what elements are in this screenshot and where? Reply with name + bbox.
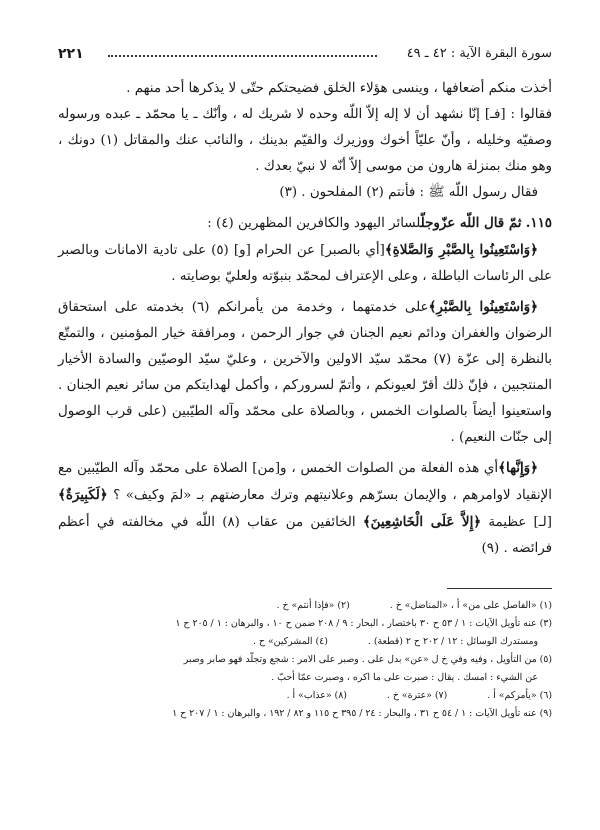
footnote: (٨) «عذاب» أ . — [286, 690, 347, 701]
commentary-text: على خدمتهما ، وخدمة من يأمرانكم (٦) بخدمته على استحقاق الرضوان والغفران ودائم نعيم الجنان في جوار الرحمن ، ومرافقة خيار المؤمنين ، والتمتّع بالنظرة إلى عزّة (٧) محمّد سيّد الاولين والآخرين ، وعليّ سيّد الوصيّين والسادة الأخيار المنتجبين ، فإنّ ذلك أقرّ لعيونكم ، وأتمّ لسروركم ، وأكمل لهدايتكم من سائر نعيم الجنان . واستعينوا أيضاً بالصلوات الخمس ، وبالصلاة على محمّد وآله الطيّبين (على قرب الوصول إلى جنّات النعيم) . — [58, 300, 553, 445]
commentary-text: [أي بالصبر] عن الحرام [و] (٥) على تادية الامانات وبالصبر على الرئاسات الباطلة ، وعلى الإعتراف لمحمّد بنبوّته ولعليّ بوصايته . — [58, 243, 552, 284]
section-heading-text: لسائر اليهود والكافرين المظهرين (٤) : — [207, 216, 421, 231]
footnote: (٢) «فإذا أنتم» خ . — [276, 600, 350, 611]
quran-verse: ﴿وَاسْتَعِينُوا بِالصَّبْرِ﴾ — [428, 299, 538, 315]
quran-verse: ﴿وَإِنَّها﴾ — [498, 460, 538, 476]
footnote: (٤) المشركين» ح . — [252, 636, 328, 647]
quran-verse: ﴿وَاسْتَعِينُوا بِالصَّبْرِ وَالصَّلاةِ﴾ — [384, 242, 538, 258]
header-dotted-rule — [108, 55, 377, 57]
footnote: (٧) «عترة» خ . — [386, 690, 448, 701]
footnote: (٩) عنه تأويل الآيات : ١ / ٥٤ ح ٣١ ، والبحار : ٢٤ / ٣٩٥ ح ١١٥ و ٨٢ / ١٩٢ ، والبرهان : ١ / ٢٠٧ ح ١ — [172, 708, 552, 719]
section-heading-bold: ثمّ قال اللّه عزّوجلّ — [420, 215, 522, 231]
footnote: (٣) عنه تأويل الآيات : ١ / ٥٣ ح ٣٠ باختصار ، البحار : ٩ / ٢٠٨ ضمن ح ١٠ ، والبرهان : ١ / ٢٠٥ ح ١ — [175, 618, 552, 629]
footnote: (٦) «يأمركم» أ . — [487, 690, 552, 701]
commentary-text: [لـ] عظيمة — [488, 515, 552, 530]
footnote-continuation: عن الشيء : امسك . يقال : صبرت على ما اكره ، وصبرت عمّا أحبّ . — [271, 672, 538, 683]
quran-verse: ﴿إِلاَّ عَلَى الْخَاشِعِينَ﴾ — [362, 514, 482, 530]
footnote-row — [58, 633, 552, 651]
section-number: ١١٥. — [525, 215, 552, 231]
paragraph — [58, 237, 552, 290]
main-text — [58, 76, 552, 562]
footnote-continuation: ومستدرك الوسائل : ١٢ / ٢٠٢ ح ٢ (قطعة) . — [367, 636, 538, 647]
footnote: (١) «الفاصل على من» أ ، «المناضل» خ . — [389, 600, 552, 611]
footnote-divider — [447, 588, 552, 589]
page-number: ٢٢١ — [58, 46, 84, 62]
page-header — [58, 46, 552, 70]
book-page — [58, 46, 552, 806]
footnote: (٥) من التأويل ، وفيه وفي خ ل «عن» بدل على . وصبر على الامر : شجع وتجلّد فهو صابر وصبر — [183, 654, 552, 665]
paragraph: فقال رسول اللّه ﷺ : فأنتم (٢) المفلحون . (٣) — [279, 185, 538, 200]
footnotes — [58, 597, 552, 723]
commentary-text: أي هذه الفعلة من الصلوات الخمس ، و[من] الصلاة على محمّد وآله الطيّبين مع الإنقياد لاوامرهم ، والإيمان بسرّهم وعلانيتهم وترك معارضتهم بـ «لمَ وكيف» ؟ — [58, 461, 552, 503]
paragraph: أخذت منكم أضعافها ، وينسى هؤلاء الخلق فضيحتكم حتّى لا يذكرها أحد منهم . — [126, 81, 552, 96]
footnote-row — [58, 687, 552, 705]
paragraph — [58, 294, 552, 451]
paragraph — [58, 455, 552, 562]
commentary-text: الخائفين من عقاب (٨) اللّه في مخالفته في أعظم فرائضه . (٩) — [58, 515, 552, 556]
paragraph: فقالوا : [فـ] إنّا نشهد أن لا إله إلاّ اللّه وحده لا شريك له ، وأنّك ـ يا محمّد ـ عبده ورسوله وصفيّه وخليله ، وأنّ عليّاً أخوك ووزيرك والقيّم بدينك ، والنائب عنك والمقاتل (١) دونك ، وهو منك بمنزلة هارون من موسى إلاّ أنّه لا نبيّ بعدك . — [58, 107, 552, 174]
running-title: سورة البقرة الآية : ٤٢ ـ ٤٩ — [406, 46, 552, 61]
quran-verse: ﴿لَكَبِيرَةٌ﴾ — [58, 487, 108, 503]
footnote-row — [58, 597, 552, 615]
section-heading — [58, 210, 552, 237]
